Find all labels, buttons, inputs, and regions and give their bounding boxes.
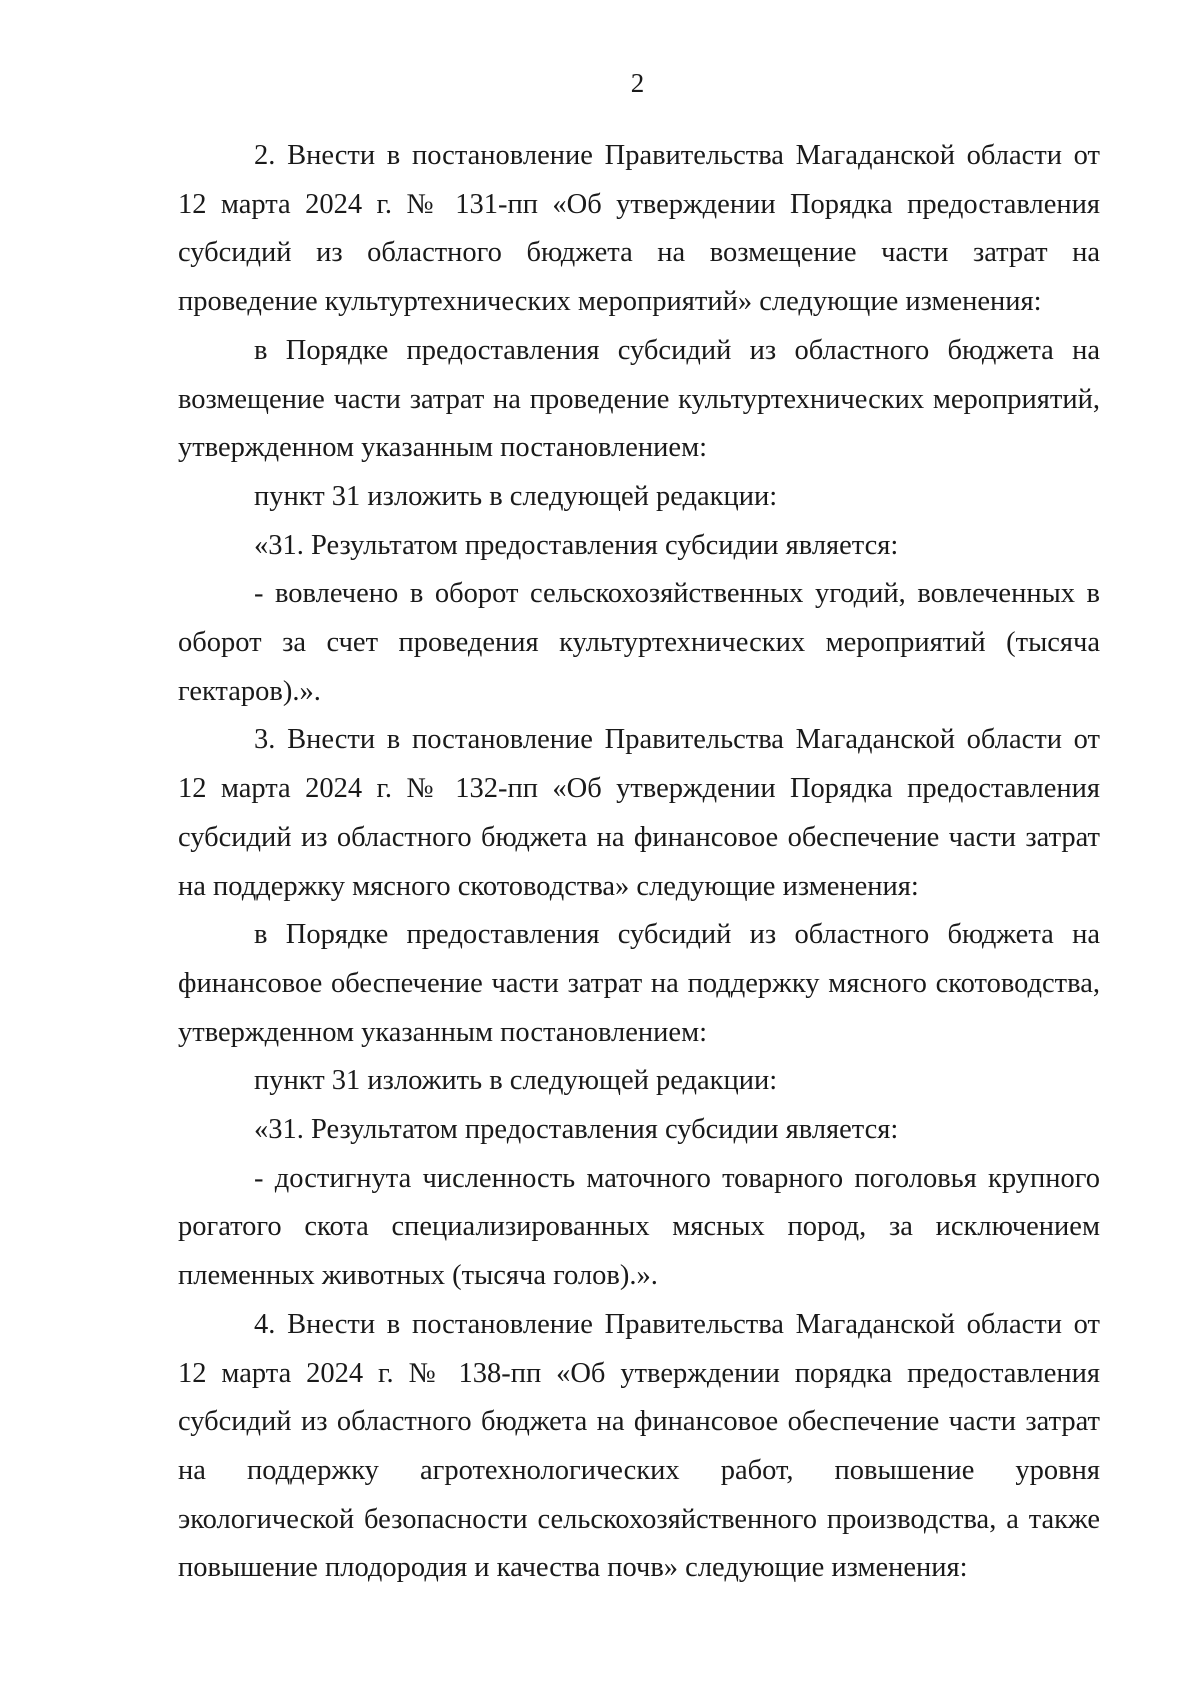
paragraph-item-3-intro: 3. Внести в постановление Правительства Магаданской области от 12 марта 2024 г. № 132-пп «Об утверждении Порядка предоставления субсидий из областного бюджета на финансовое обеспечение части затрат на поддержку мясного скотоводства» следующие изменения: xyxy=(178,724,1100,902)
paragraph-item-3-point: пункт 31 изложить в следующей редакции: xyxy=(254,1065,778,1097)
paragraph-item-4-intro: 4. Внести в постановление Правительства Магаданской области от 12 марта 2024 г. № 138-пп «Об утверждении порядка предоставления субсидий из областного бюджета на финансовое обеспечение части затрат на поддержку агротехнологических работ, повышение уровня экологической безопасности сельскохозяйственного производства, а также повышение плодородия и качества почв» следующие изменения: xyxy=(178,1308,1100,1584)
page-number: 2 xyxy=(630,68,645,98)
paragraph-item-3-result: - достигнута численность маточного товарного поголовья крупного рогатого скота специализированных мясных пород, за исключением племенных животных (тысяча голов).». xyxy=(178,1162,1100,1292)
paragraph-item-3-result-heading: «31. Результатом предоставления субсидии является: xyxy=(254,1114,899,1146)
paragraph-item-2-result-heading: «31. Результатом предоставления субсидии является: xyxy=(254,529,899,561)
document-body xyxy=(178,132,1100,1593)
paragraph-item-2-result: - вовлечено в оборот сельскохозяйственных угодий, вовлеченных в оборот за счет проведения культуртехнических мероприятий (тысяча гектаров).». xyxy=(178,578,1100,707)
paragraph-item-2-point: пункт 31 изложить в следующей редакции: xyxy=(254,480,778,512)
paragraph-item-2-intro: 2. Внести в постановление Правительства Магаданской области от 12 марта 2024 г. № 131-пп «Об утверждении Порядка предоставления субсидий из областного бюджета на возмещение части затрат на проведение культуртехнических мероприятий» следующие изменения: xyxy=(178,140,1100,318)
paragraph-item-3-order: в Порядке предоставления субсидий из областного бюджета на финансовое обеспечение части затрат на поддержку мясного скотоводства, утвержденном указанным постановлением: xyxy=(178,919,1100,1048)
paragraph-item-2-order: в Порядке предоставления субсидий из областного бюджета на возмещение части затрат на проведение культуртехнических мероприятий, утвержденном указанным постановлением: xyxy=(178,334,1100,464)
